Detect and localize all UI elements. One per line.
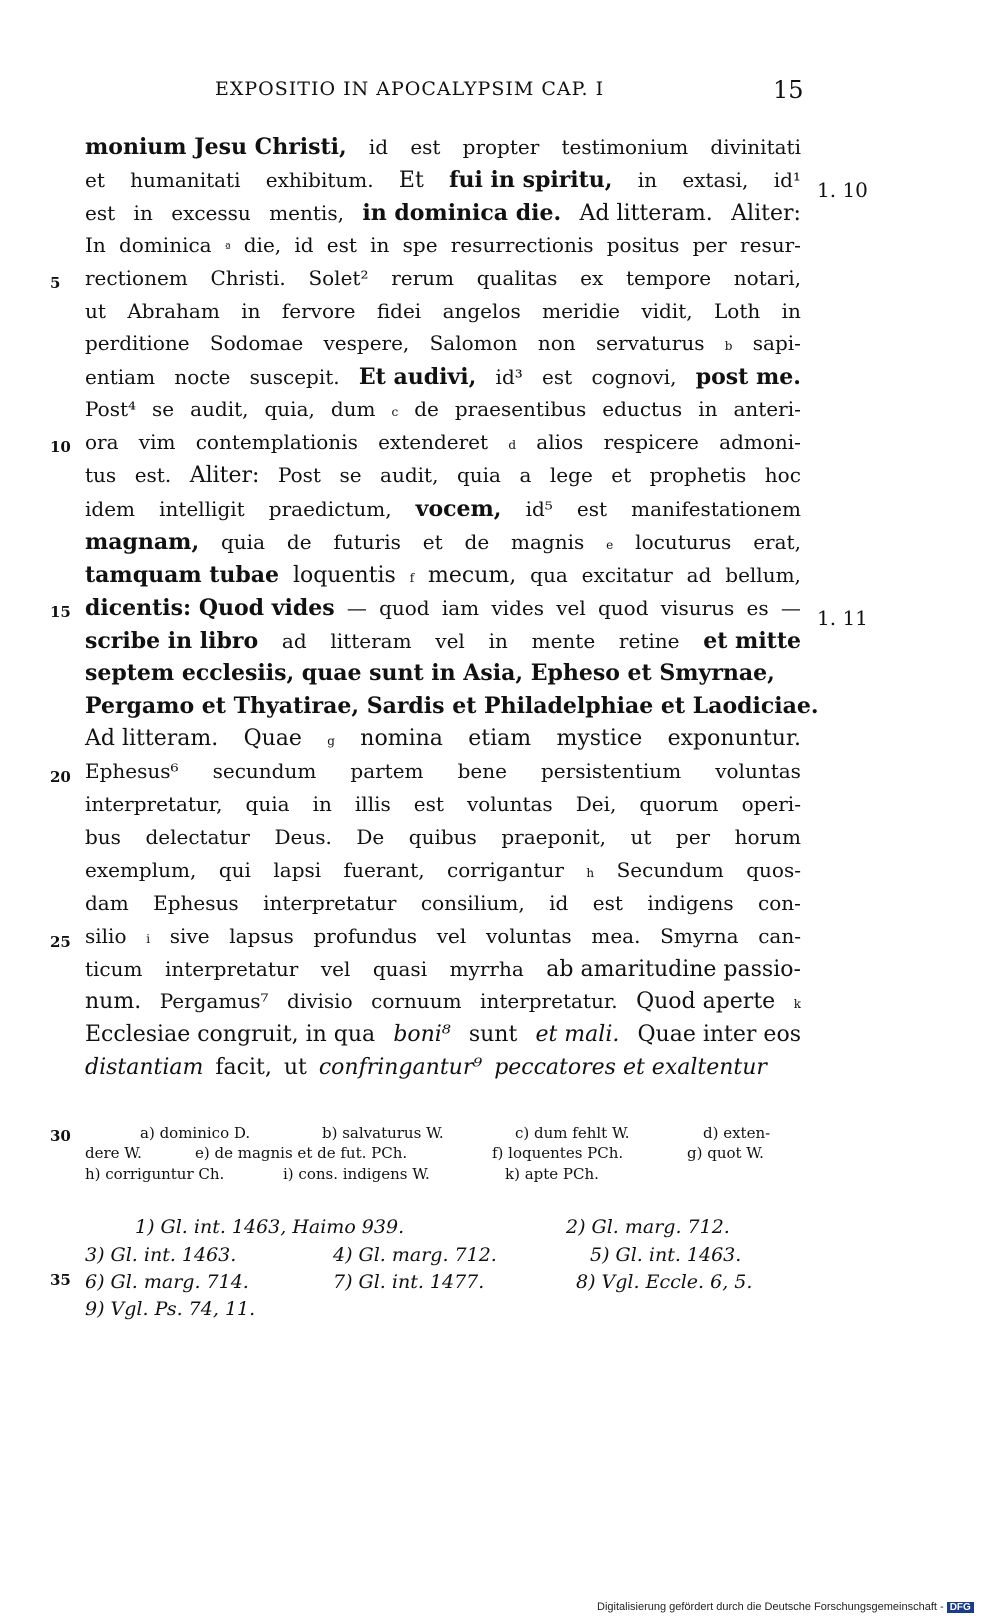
text-word: partem (350, 759, 424, 784)
text-word: et (611, 463, 632, 487)
text-word: vim (138, 430, 176, 455)
text-word: vespere, (323, 331, 410, 356)
text-word: id³ (495, 365, 523, 390)
text-word: rerum (391, 265, 455, 290)
text-word: quod (597, 595, 649, 620)
text-word: est (85, 200, 116, 225)
text-word: secundum (212, 759, 317, 784)
text-word: Loth (714, 298, 761, 323)
text-word: litteram (330, 628, 412, 653)
text-word: Secundum (616, 857, 724, 882)
text-word: excessu (171, 200, 251, 225)
text-word: entiam (85, 365, 156, 390)
text-word: interpretatur (164, 956, 299, 981)
text-word: vel (435, 628, 465, 653)
text-word: sunt (468, 1022, 518, 1048)
text-word: est (326, 232, 357, 257)
text-word: se (152, 397, 175, 422)
text-word: post me. (695, 364, 801, 391)
text-word: futuris (333, 529, 401, 554)
text-word: a (519, 463, 532, 487)
text-word: praeponit, (501, 824, 606, 849)
text-word: extasi, (682, 167, 749, 192)
text-word: magnam, (85, 528, 200, 555)
text-word: bene (457, 759, 507, 784)
text-word: divisio (287, 989, 353, 1014)
text-word: hoc (764, 463, 801, 487)
text-word: — (780, 595, 801, 620)
text-word: audit, (380, 463, 439, 487)
text-line (85, 660, 801, 694)
text-word: quia (221, 529, 266, 554)
source-reference: 7) Gl. int. 1477. (333, 1271, 485, 1293)
text-word: lapsi (273, 857, 322, 882)
line-number: 10 (50, 438, 71, 456)
text-word: etiam (468, 726, 532, 752)
apparatus-note: h) corriguntur Ch. (85, 1165, 225, 1183)
text-word: divinitati (710, 135, 801, 159)
text-word: Aliter: (189, 463, 260, 488)
text-line (85, 463, 801, 497)
text-word: in (370, 232, 390, 257)
text-word: qua (530, 562, 568, 587)
text-word: voluntas (715, 759, 801, 784)
text-word: Pergamo et Thyatirae, Sardis et Philadelphiae et Laodiciae. (85, 693, 819, 720)
text-word: ab amaritudine passio- (546, 956, 801, 982)
text-word: voluntas (485, 923, 572, 948)
text-word: propter (462, 135, 540, 159)
text-word: in dominica die. (362, 199, 562, 226)
text-line (85, 693, 819, 727)
text-word: id¹ (773, 167, 801, 192)
text-word: in (241, 298, 261, 323)
text-word: voluntas (466, 792, 553, 816)
text-word: idem (85, 496, 135, 521)
text-word: delectatur (145, 824, 250, 849)
line-number: 5 (50, 274, 61, 292)
text-word: ad (281, 628, 307, 653)
text-word: est (542, 365, 573, 390)
apparatus-note: a) dominico D. (140, 1124, 251, 1142)
text-line (85, 957, 801, 991)
text-word: audit, (190, 397, 249, 422)
apparatus-note: g) quot W. (687, 1144, 764, 1162)
text-word: in (637, 167, 658, 192)
text-word: id⁵ (525, 496, 553, 521)
line-number: 35 (50, 1271, 71, 1289)
text-word: dum (330, 397, 376, 422)
text-word: locuturus (635, 529, 732, 554)
text-word: ex (580, 265, 604, 290)
text-word: fui in spiritu, (449, 166, 613, 193)
text-word: fidei (376, 298, 422, 323)
text-word: et (422, 529, 443, 554)
text-word: quasi (372, 956, 428, 981)
text-word: Salomon (429, 331, 518, 356)
text-word: in (312, 792, 332, 816)
text-word: et (85, 167, 105, 192)
text-word: con- (758, 890, 801, 915)
text-line (85, 891, 801, 925)
text-word: myrrha (449, 956, 524, 981)
text-word: horum (734, 824, 801, 849)
text-word: quod (379, 595, 430, 620)
dfg-logo: DFG (947, 1602, 974, 1613)
line-number: 25 (50, 933, 71, 951)
text-line (85, 825, 801, 859)
text-word: prophetis (649, 463, 747, 487)
text-word: respicere (603, 430, 699, 455)
text-word: ticum (85, 956, 143, 981)
text-word: est (576, 496, 608, 521)
text-word: Ecclesiae congruit, in qua (85, 1022, 376, 1048)
text-word: Sodomae (209, 331, 304, 356)
text-word: ad (686, 562, 712, 587)
text-line (85, 299, 801, 333)
text-word: quorum (639, 792, 719, 816)
text-word: resur- (740, 232, 801, 257)
text-word: id (368, 135, 389, 159)
apparatus-note: dere W. (85, 1144, 142, 1162)
text-word: tamquam tubae (85, 561, 280, 588)
text-word: dominica (119, 232, 212, 257)
text-line: exemplum, qui lapsi fuerant, corrigantur h Secundum quos- (85, 857, 801, 882)
text-word: humanitati (130, 167, 241, 192)
text-word: Ephesus (153, 890, 239, 915)
text-word: nocte (174, 365, 231, 390)
text-word: Ad litteram. (85, 726, 219, 752)
text-word: exponuntur. (667, 726, 801, 752)
text-word: excitatur (581, 562, 673, 587)
text-word: interpretatur, (85, 792, 223, 816)
text-word: Deus. (274, 824, 332, 849)
text-word: Et (398, 167, 424, 193)
text-word: retine (618, 628, 680, 653)
text-line: magnam, quia de futuris et de magnis e locuturus erat, (85, 528, 801, 555)
source-reference: 2) Gl. marg. 712. (566, 1216, 730, 1238)
text-word: et mali. (535, 1022, 620, 1048)
text-word: Solet² (308, 265, 369, 290)
text-word: tempore (625, 265, 712, 290)
apparatus-note: c) dum fehlt W. (515, 1124, 630, 1142)
text-word: die, (243, 232, 282, 257)
text-word: Ephesus⁶ (85, 759, 179, 784)
text-line: Ad litteram. Quae g nomina etiam mystice exponuntur. (85, 726, 801, 752)
text-word: De (356, 824, 385, 849)
text-word: quia, (264, 397, 315, 422)
text-word: meridie (542, 298, 620, 323)
text-word: illis (354, 792, 391, 816)
text-word: Et audivi, (358, 364, 477, 391)
text-line (85, 167, 801, 201)
text-word: extenderet (378, 430, 489, 455)
text-word: indigens (647, 890, 734, 915)
margin-reference: 1. 11 (817, 606, 868, 630)
text-line (85, 628, 801, 662)
text-word: in (133, 200, 153, 225)
text-word: est. (134, 463, 172, 487)
text-line (85, 364, 801, 398)
text-word: vidit, (641, 298, 693, 323)
line-number: 30 (50, 1127, 71, 1145)
text-word: mecum, (428, 562, 517, 588)
apparatus-note: d) exten- (703, 1124, 771, 1142)
running-title: EXPOSITIO IN APOCALYPSIM CAP. I (215, 78, 605, 100)
text-word: interpretatur (263, 890, 397, 915)
text-word: qui (218, 857, 251, 882)
text-word: silio (85, 923, 127, 948)
text-word: ut (630, 824, 652, 849)
text-word: est (592, 890, 623, 915)
text-word: lapsus (229, 923, 294, 948)
text-line (85, 1055, 801, 1089)
text-word: sapi- (752, 331, 801, 356)
text-word: Quae (243, 726, 302, 752)
text-word: exemplum, (85, 857, 197, 882)
text-word: mente (531, 628, 596, 653)
text-word: spe (402, 232, 438, 257)
text-line (85, 1022, 801, 1056)
text-word: id (294, 232, 314, 257)
text-word: num. (85, 989, 142, 1015)
text-line: num. Pergamus⁷ divisio cornuum interpretatur. Quod aperte k (85, 989, 801, 1015)
text-word: Dei, (575, 792, 617, 816)
text-word: In (85, 232, 106, 257)
text-word: quia (245, 792, 290, 816)
text-word: exhibitum. (265, 167, 374, 192)
text-word: vel (436, 923, 467, 948)
text-line (85, 200, 801, 234)
text-word: est (413, 792, 444, 816)
text-word: fuerant, (343, 857, 425, 882)
source-reference: 5) Gl. int. 1463. (590, 1244, 742, 1266)
text-word: admoni- (719, 430, 801, 455)
text-line: Post⁴ se audit, quia, dum c de praesentibus eductus in anteri- (85, 397, 801, 422)
text-word: dam (85, 890, 129, 915)
apparatus-note: b) salvaturus W. (322, 1124, 444, 1142)
text-word: bus (85, 824, 121, 849)
source-reference: 8) Vgl. Eccle. 6, 5. (576, 1271, 753, 1293)
source-reference: 1) Gl. int. 1463, Haimo 939. (135, 1216, 405, 1238)
text-word: profundus (313, 923, 417, 948)
text-word: scribe in libro (85, 627, 259, 654)
text-word: quibus (408, 824, 477, 849)
text-word: monium Jesu Christi, (85, 134, 347, 160)
text-word: ut (283, 1055, 307, 1081)
text-word: testimonium (561, 135, 689, 159)
text-word: Pergamus⁷ (159, 989, 269, 1014)
text-word: non (537, 331, 576, 356)
source-reference: 9) Vgl. Ps. 74, 11. (85, 1298, 256, 1320)
text-word: operi- (741, 792, 801, 816)
text-word: praedictum, (268, 496, 392, 521)
text-line (85, 595, 801, 629)
text-word: Quod aperte (636, 989, 776, 1015)
text-word: distantiam (85, 1055, 204, 1081)
text-word: ut (85, 298, 106, 323)
text-word: facit, (215, 1055, 272, 1081)
text-word: et mitte (703, 627, 801, 654)
text-line (85, 134, 801, 168)
text-line (85, 792, 801, 826)
text-word: eductus (602, 397, 683, 422)
apparatus-note: f) loquentes PCh. (492, 1144, 624, 1162)
text-word: per (675, 824, 711, 849)
text-word: manifestationem (631, 496, 801, 521)
apparatus-note: k) apte PCh. (505, 1165, 599, 1183)
apparatus-note: e) de magnis et de fut. PCh. (195, 1144, 408, 1162)
text-word: qualitas (476, 265, 558, 290)
text-word: se (339, 463, 362, 487)
text-word: Ad litteram. (579, 200, 713, 226)
text-word: de (414, 397, 439, 422)
text-word: dicentis: Quod vides (85, 594, 335, 621)
text-word: lege (549, 463, 593, 487)
text-word: rectionem (85, 265, 188, 290)
text-word: alios (536, 430, 584, 455)
text-word: interpretatur. (480, 989, 618, 1014)
text-line: perditione Sodomae vespere, Salomon non servaturus b sapi- (85, 331, 801, 356)
text-word: id (549, 890, 569, 915)
text-word: vel (556, 595, 586, 620)
text-word: cognovi, (591, 365, 677, 390)
text-word: suscepit. (249, 365, 340, 390)
text-word: de (286, 529, 312, 554)
text-word: resurrectionis (450, 232, 594, 257)
text-word: Post⁴ (85, 397, 137, 422)
text-word: persistentium (541, 759, 682, 784)
text-word: vel (320, 956, 351, 981)
text-word: corrigantur (447, 857, 564, 882)
line-number: 20 (50, 768, 71, 786)
text-word: in (781, 298, 801, 323)
text-word: mea. (591, 923, 641, 948)
apparatus-note: i) cons. indigens W. (283, 1165, 430, 1183)
text-word: quos- (746, 857, 801, 882)
text-word: Quae inter eos (637, 1022, 801, 1048)
text-word: visurus (660, 595, 735, 620)
text-word: servaturus (595, 331, 705, 356)
text-word: positus (606, 232, 680, 257)
text-word: consilium, (420, 890, 525, 915)
text-word: per (692, 232, 727, 257)
text-word: angelos (442, 298, 521, 323)
text-word: notari, (733, 265, 801, 290)
text-word: Abraham (127, 298, 220, 323)
text-word: in (488, 628, 508, 653)
text-word: bellum, (725, 562, 801, 587)
page-number: 15 (773, 76, 804, 104)
text-word: de (464, 529, 490, 554)
text-word: Christi. (210, 265, 286, 290)
text-word: contemplationis (195, 430, 358, 455)
text-word: magnis (511, 529, 585, 554)
text-word: Aliter: (731, 200, 801, 226)
text-word: vides (491, 595, 544, 620)
text-word: praesentibus (454, 397, 587, 422)
text-word: sive (169, 923, 210, 948)
text-word: Smyrna (660, 923, 739, 948)
text-word: can- (758, 923, 801, 948)
text-word: peccatores et exaltentur (494, 1055, 767, 1081)
text-word: mentis, (269, 200, 344, 225)
text-word: Post (277, 463, 321, 487)
digitization-credit (597, 1601, 974, 1613)
text-word: septem ecclesiis, quae sunt in Asia, Epheso et Smyrnae, (85, 660, 775, 687)
text-word: in (698, 397, 718, 422)
line-number: 15 (50, 603, 71, 621)
text-line: ora vim contemplationis extenderet d alios respicere admoni- (85, 430, 801, 455)
text-line (85, 759, 801, 793)
text-word: erat, (753, 529, 801, 554)
text-word: loquentis (292, 562, 396, 588)
text-word: fervore (281, 298, 356, 323)
text-word: ora (85, 430, 119, 455)
text-line (85, 266, 801, 300)
text-word: — (346, 595, 367, 620)
text-word: boni⁸ (393, 1022, 451, 1048)
source-reference: 4) Gl. marg. 712. (333, 1244, 497, 1266)
text-line: silio i sive lapsus profundus vel voluntas mea. Smyrna can- (85, 923, 801, 948)
text-word: quia (456, 463, 501, 487)
text-word: cornuum (371, 989, 462, 1014)
text-word: vocem, (415, 495, 502, 522)
source-reference: 6) Gl. marg. 714. (85, 1271, 249, 1293)
credit-text: Digitalisierung gefördert durch die Deutsche Forschungsgemeinschaft - (597, 1601, 944, 1613)
text-word: iam (441, 595, 480, 620)
text-line: In dominica ª die, id est in spe resurrectionis positus per resur- (85, 232, 801, 257)
text-word: est (410, 135, 441, 159)
text-word: nomina (360, 726, 443, 752)
text-word: es (746, 595, 769, 620)
text-line (85, 496, 801, 530)
text-word: mystice (556, 726, 643, 752)
text-word: anteri- (733, 397, 801, 422)
text-word: intelligit (159, 496, 245, 521)
source-reference: 3) Gl. int. 1463. (85, 1244, 237, 1266)
margin-reference: 1. 10 (817, 178, 868, 202)
text-word: tus (85, 463, 117, 487)
text-word: perditione (85, 331, 190, 356)
text-line: tamquam tubae loquentis f mecum, qua excitatur ad bellum, (85, 561, 801, 588)
text-word: confringantur⁹ (318, 1055, 483, 1081)
